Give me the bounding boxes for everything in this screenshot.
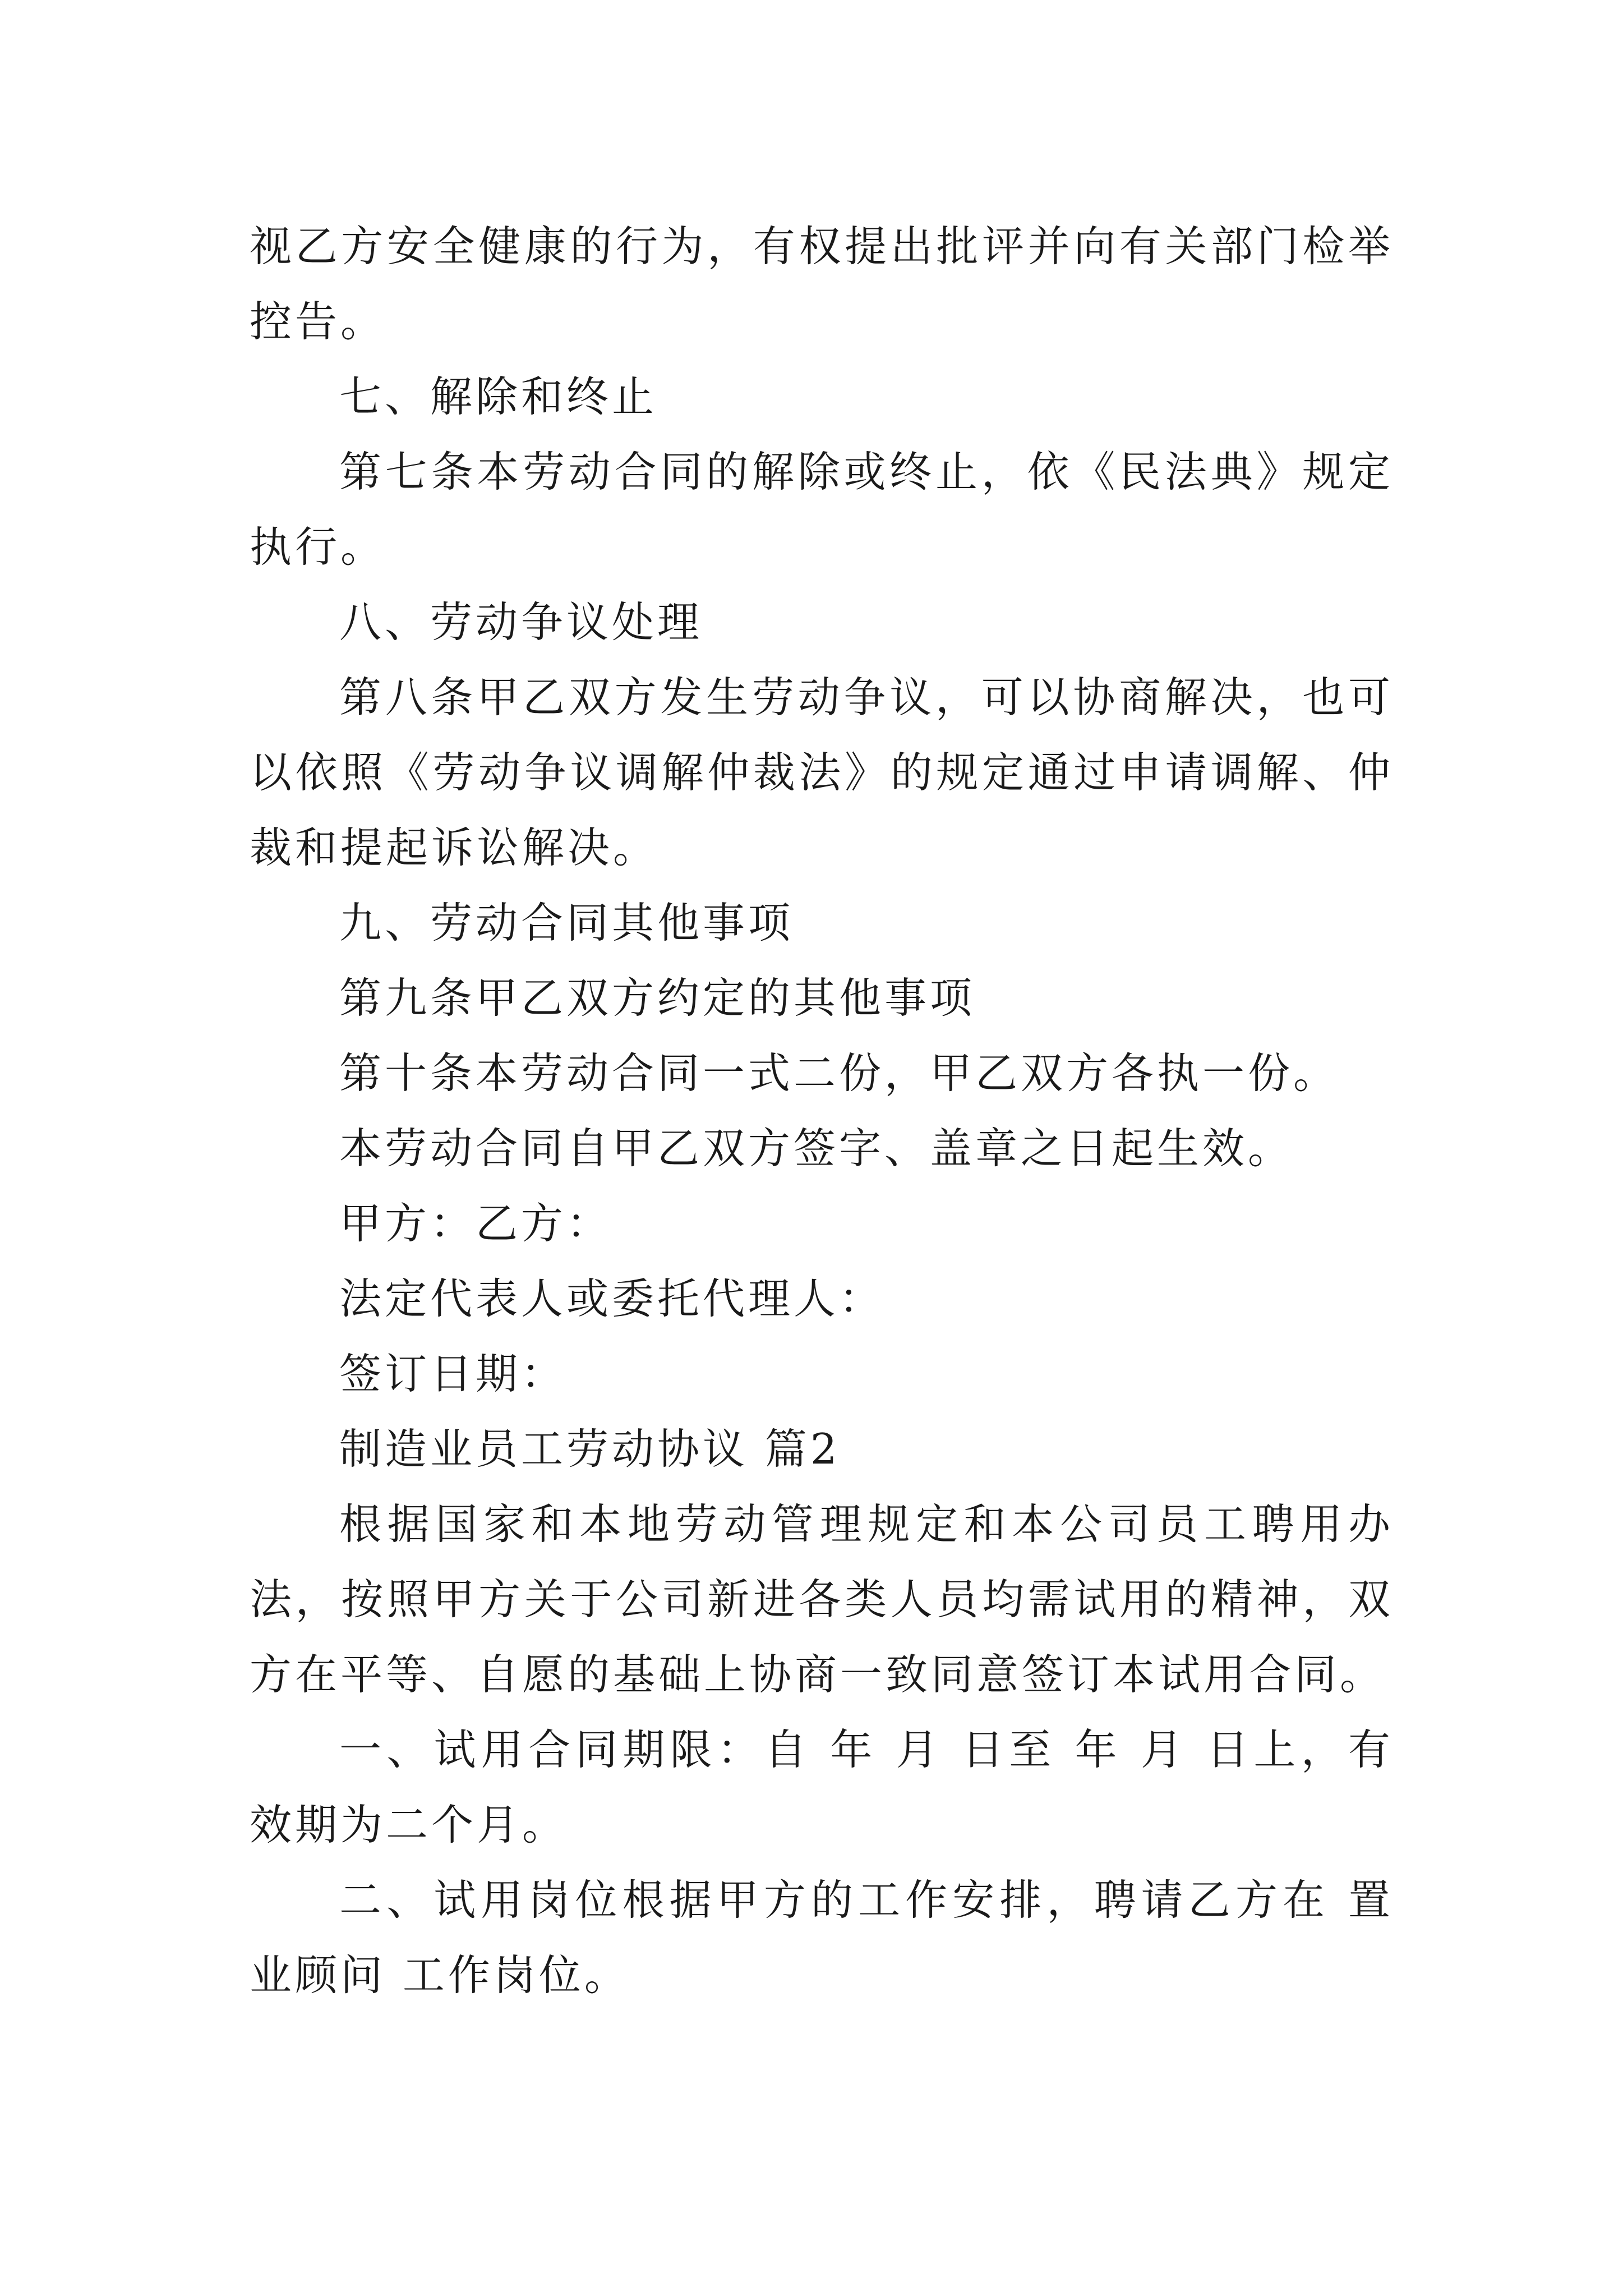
trial-term-clause: 一、试用合同期限：自 年 月 日至 年 月 日上，有效期为二个月。 [250,1725,1394,1849]
article-7: 第七条本劳动合同的解除或终止，依《民法典》规定执行。 [250,447,1394,572]
article-9: 第九条甲乙双方约定的其他事项 [339,973,976,1023]
section-heading-other-matters: 九、劳动合同其他事项 [339,898,794,947]
agreement-title-2: 制造业员工劳动协议 篇2 [339,1424,841,1474]
section-heading-dispute: 八、劳动争议处理 [339,597,703,647]
trial-position-clause: 二、试用岗位根据甲方的工作安排，聘请乙方在 置业顾问 工作岗位。 [250,1875,1394,2000]
signature-date: 签订日期： [339,1349,567,1398]
signature-parties: 甲方：乙方： [339,1199,612,1248]
article-8: 第八条甲乙双方发生劳动争议，可以协商解决，也可以依照《劳动争议调解仲裁法》的规定通过申请调解、仲裁和提起诉讼解决。 [250,673,1394,872]
section-heading-termination: 七、解除和终止 [339,372,658,421]
effective-clause: 本劳动合同自甲乙双方签字、盖章之日起生效。 [339,1124,1294,1173]
preamble-2: 根据国家和本地劳动管理规定和本公司员工聘用办法，按照甲方关于公司新进各类人员均需试用的精神，双方在平等、自愿的基础上协商一致同意签订本试用合同。 [250,1499,1394,1699]
signature-representative: 法定代表人或委托代理人： [339,1274,885,1323]
document-body [250,209,1394,2013]
article-10: 第十条本劳动合同一式二份，甲乙双方各执一份。 [339,1048,1339,1098]
paragraph-continuation: 视乙方安全健康的行为，有权提出批评并向有关部门检举控告。 [250,222,1394,346]
